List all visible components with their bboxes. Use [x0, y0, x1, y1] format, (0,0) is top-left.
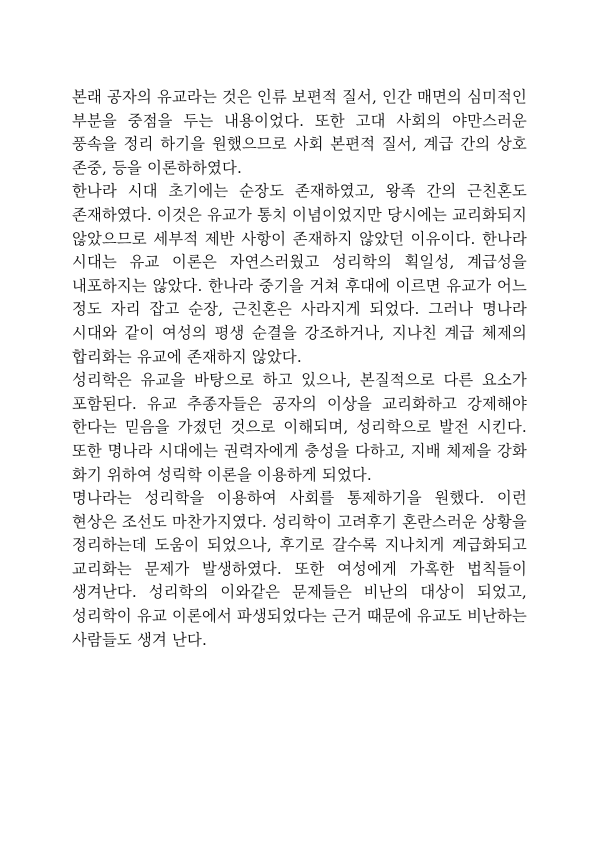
paragraph-3: 성리학은 유교을 바탕으로 하고 있으나, 본질적으로 다른 요소가 포함된다. 유교 추종자들은 공자의 이상을 교리화하고 강제해야 한다는 믿음을 가졌던 것으로 이해되며, 성리학으로 발전 시킨다. 또한 명나라 시대에는 권력자에게 충성을 다하고, 지배 체제을 강화 화기 위하여 성릭학 이론을 이용하게 되었다.	[72, 371, 527, 484]
paragraph-4: 명나라는 성리학을 이용하여 사회를 통제하기을 원했다. 이런 현상은 조선도 마찬가지였다. 성리학이 고려후기 혼란스러운 상황을 정리하는데 도움이 되었으나, 후기로 갈수록 지나치게 계급화되고 교리화는 문제가 발생하였다. 또한 여성에게 가혹한 법칙들이 생겨난다. 성리학의 이와같은 문제들은 비난의 대상이 되었고, 성리학이 유교 이론에서 파생되었다는 근거 때문에 유교도 비난하는 사람들도 생겨 난다.	[72, 489, 527, 649]
body-text	[72, 86, 527, 652]
paragraph-2: 한나라 시대 초기에는 순장도 존재하였고, 왕족 간의 근친혼도 존재하였다. 이것은 유교가 통치 이념이었지만 당시에는 교리화되지 않았으므로 세부적 제반 사항이 존재하지 않았던 이유이다. 한나라 시대는 유교 이론은 자연스러웠고 성리학의 획일성, 계급성을 내포하지는 않았다. 한나라 중기을 거쳐 후대에 이르면 유교가 어느 정도 자리 잡고 순장, 근친혼은 사라지게 되었다. 그러나 명나라 시대와 같이 여성의 평생 순결을 강조하거나, 지나친 계급 체제의 합리화는 유교에 존재하지 않았다.	[72, 182, 527, 366]
paragraph-1: 본래 공자의 유교라는 것은 인류 보편적 질서, 인간 매면의 심미적인 부분을 중점을 두는 내용이었다. 또한 고대 사회의 야만스러운 풍속을 정리 하기을 원했으므로 사회 본편적 질서, 계급 간의 상호 존중, 등을 이론하하였다.	[72, 88, 527, 177]
